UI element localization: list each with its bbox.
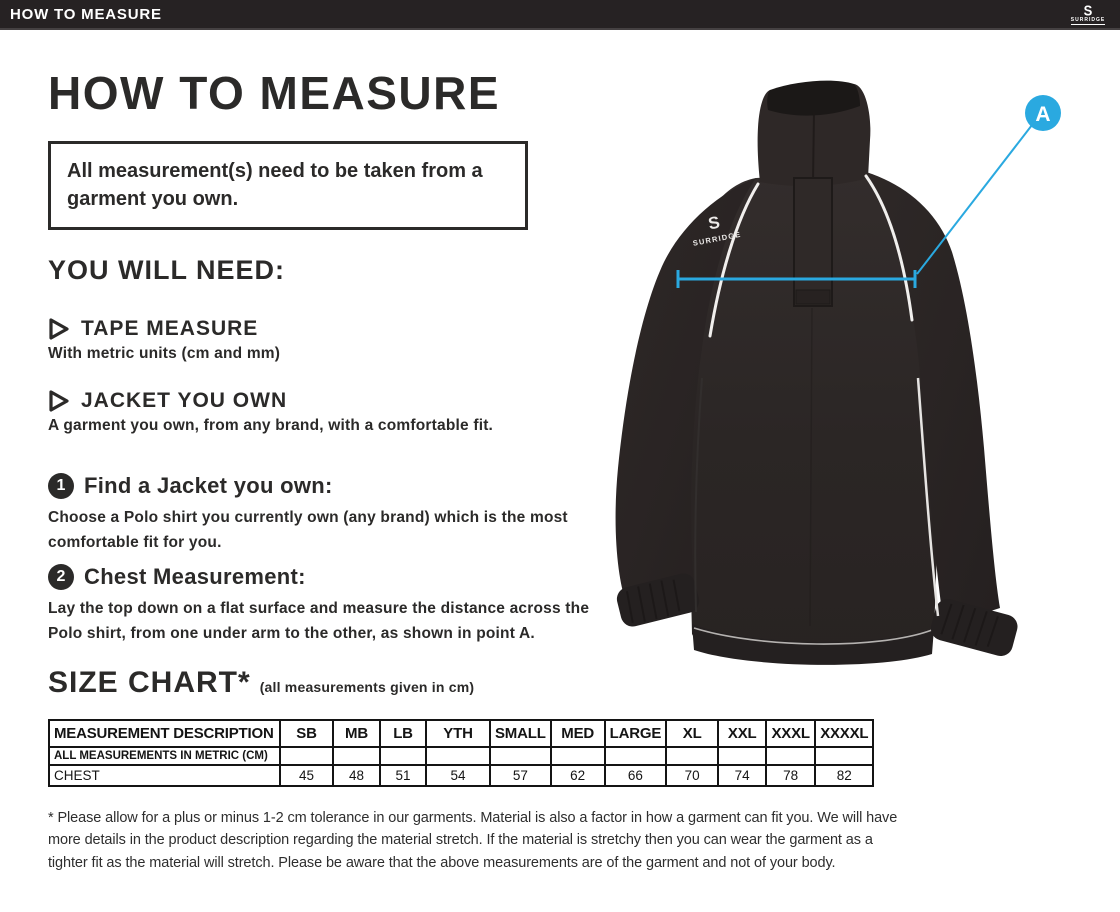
size-table-header-cell: SB [280,720,333,747]
size-table-header-cell: XXL [718,720,766,747]
size-table-header-cell: LB [380,720,426,747]
size-table-cell [490,747,551,765]
size-table-cell: 62 [551,765,605,786]
page-title: HOW TO MEASURE [48,67,501,119]
step-number-badge: 2 [48,564,74,590]
notice-box: All measurement(s) need to be taken from a garment you own. [48,141,528,230]
size-table-cell: 78 [766,765,815,786]
size-table-cell: 74 [718,765,766,786]
size-table-row [49,765,873,786]
need-item-description: With metric units (cm and mm) [48,345,281,362]
size-table-header-cell: LARGE [605,720,667,747]
size-chart-title: SIZE CHART* [48,666,251,699]
disclaimer-text: * Please allow for a plus or minus 1-2 cm tolerance in our garments. Material is also a factor in how a garment can fit you. We will have more details in the product description regarding the material stretch. If the material is stretchy then you can wear the garment as a tighter fit as the material will stretch. Please be aware that the above measurements are of the garment and not of your body. [48,810,898,871]
need-item-title: JACKET YOU OWN [81,389,288,412]
brand-s-icon: S [1083,1,1093,19]
need-item-title: TAPE MEASURE [81,317,259,340]
size-table-cell: 51 [380,765,426,786]
size-chart-subtitle: (all measurements given in cm) [259,679,475,695]
size-table-header-cell: XXXXL [815,720,873,747]
size-table-row-label: ALL MEASUREMENTS IN METRIC (CM) [49,747,280,765]
size-table-header-cell: XXXL [766,720,815,747]
svg-text:A: A [1035,103,1051,126]
step-number-badge: 1 [48,473,74,499]
size-table-cell [280,747,333,765]
need-item-description: A garment you own, from any brand, with a comfortable fit. [48,417,494,434]
step-2 [48,564,596,647]
size-table-cell: 66 [605,765,667,786]
size-table-cell: 70 [666,765,718,786]
size-table-cell: 82 [815,765,873,786]
size-table-cell [718,747,766,765]
size-table-header-cell: MEASUREMENT DESCRIPTION [49,720,280,747]
size-table-row-label: CHEST [49,765,280,786]
step-title: Chest Measurement: [84,564,306,589]
jacket-placket [794,178,832,306]
jacket-illustration [598,78,1088,678]
step-description: Choose a Polo shirt you currently own (any brand) which is the most comfortable fit for you. [48,509,568,551]
size-table-header-cell: MED [551,720,605,747]
collar-zip-line [813,112,814,182]
size-table-cell [426,747,490,765]
size-table-header-cell: SMALL [490,720,551,747]
size-table [48,719,874,787]
size-table-cell [551,747,605,765]
header-bar [0,0,1120,30]
step-title: Find a Jacket you own: [84,473,333,498]
size-table-header-cell: YTH [426,720,490,747]
svg-text:SURRIDGE: SURRIDGE [692,229,743,248]
size-table-row [49,747,873,765]
triangle-bullet-icon [48,318,70,340]
size-table-cell: 57 [490,765,551,786]
size-table-cell [766,747,815,765]
brand-wordmark: SURRIDGE [1070,16,1106,23]
step-description: Lay the top down on a flat surface and measure the distance across the Polo shirt, from one under arm to the other, as shown in point A. [48,600,590,642]
svg-text:S: S [706,212,722,234]
size-table-header-cell: MB [333,720,380,747]
triangle-bullet-icon [48,390,70,412]
jacket-collar-inner [767,81,860,116]
size-table-cell: 54 [426,765,490,786]
size-table-cell: 48 [333,765,380,786]
size-table-cell [815,747,873,765]
size-table-cell [380,747,426,765]
header-title: HOW TO MEASURE [10,5,162,23]
size-table-cell [333,747,380,765]
size-table-cell [666,747,718,765]
size-table-cell: 45 [280,765,333,786]
step-1 [48,473,596,556]
size-table-header-cell: XL [666,720,718,747]
size-table-cell [605,747,667,765]
marker-a [1025,95,1061,131]
size-chart-heading [48,666,474,700]
brand-logo [1066,1,1110,28]
you-will-need-heading: YOU WILL NEED: [48,255,286,285]
need-item-tape-measure [48,317,280,363]
need-item-jacket [48,389,493,435]
